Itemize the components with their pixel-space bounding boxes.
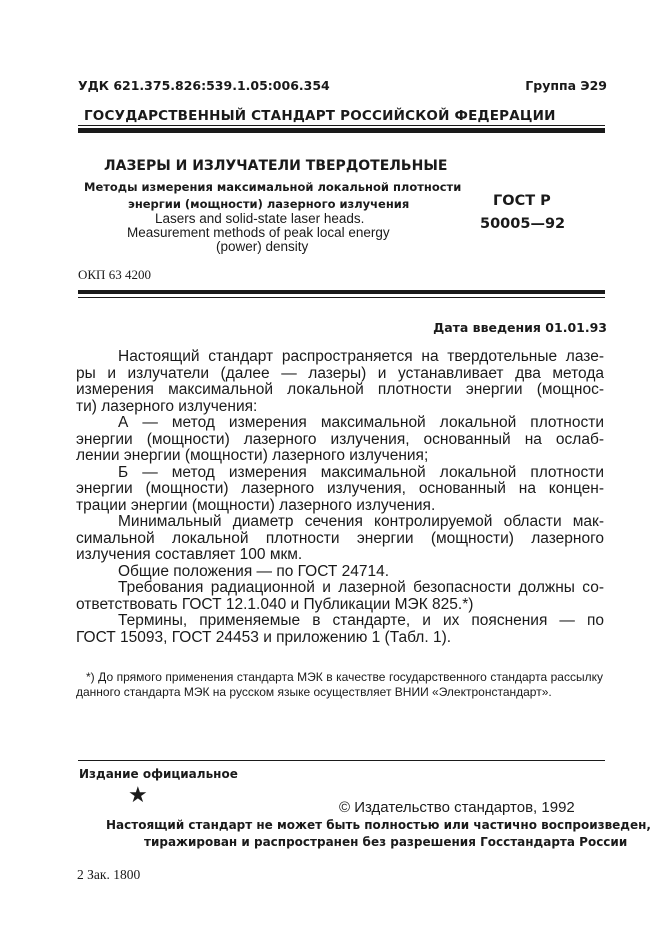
group-code: Группа Э29 <box>525 78 607 93</box>
title-en-line-2: Measurement methods of peak local energy <box>127 225 390 240</box>
body-line: Термины, применяемые в стандарте, и их пояснения — по <box>118 612 604 629</box>
body-line: лении энергии (мощности) лазерного излучения; <box>76 447 429 464</box>
okp-code: ОКП 63 4200 <box>78 267 151 282</box>
header-rule-thick <box>78 128 605 133</box>
body-line: ответствовать ГОСТ 12.1.040 и Публикации МЭК 825.*) <box>76 595 474 613</box>
publisher-copyright: © Издательство стандартов, 1992 <box>339 799 575 816</box>
title-rule-thick <box>78 290 605 294</box>
body-line: Б — метод измерения максимальной локальной плотности <box>118 463 604 481</box>
body-line: измерения максимальной локальной плотности энергии (мощнос- <box>76 381 604 398</box>
official-edition-label: Издание официальное <box>79 767 238 781</box>
body-line: Минимальный диаметр сечения контролируемой области мак- <box>118 513 604 530</box>
body-line: ГОСТ 15093, ГОСТ 24453 и приложению 1 (Табл. 1). <box>76 628 452 646</box>
gost-number: 50005—92 <box>480 216 566 232</box>
body-line: ти) лазерного излучения: <box>76 397 258 415</box>
star-icon: ★ <box>128 783 148 808</box>
body-line: Настоящий стандарт распространяется на твердотельные лазе- <box>118 348 604 365</box>
body-line: Требования радиационной и лазерной безопасности должны со- <box>118 579 604 596</box>
body-line: энергии (мощности) лазерного излучения, основанный на концен- <box>76 480 604 497</box>
body-text <box>76 349 604 646</box>
body-line: трации энергии (мощности) лазерного излучения. <box>76 496 436 514</box>
rights-notice-line-1: Настоящий стандарт не может быть полностью или частично воспроизведен, <box>106 818 651 832</box>
title-en-line-3: (power) density <box>216 239 309 254</box>
body-line: ры и излучатели (далее — лазеры) и устанавливает два метода <box>76 364 604 382</box>
header-rule-thin <box>78 125 605 126</box>
body-line: симальной локальной плотности энергии (мощности) лазерного <box>76 529 604 547</box>
gost-label: ГОСТ Р <box>493 193 551 209</box>
subtitle-ru-line-2: энергии (мощности) лазерного излучения <box>128 197 410 211</box>
body-line: излучения составляет 100 мкм. <box>76 546 303 563</box>
udk-code: УДК 621.375.826:539.1.05:006.354 <box>78 78 330 93</box>
title-ru: ЛАЗЕРЫ И ИЗЛУЧАТЕЛИ ТВЕРДОТЕЛЬНЫЕ <box>104 158 448 174</box>
body-line: А — метод измерения максимальной локальной плотности <box>118 414 604 431</box>
date-of-introduction: Дата введения 01.01.93 <box>433 320 607 335</box>
body-line: энергии (мощности) лазерного излучения, основанный на ослаб- <box>76 430 604 448</box>
subtitle-ru-line-1: Методы измерения максимальной локальной плотности <box>84 180 462 194</box>
rights-notice-line-2: тиражирован и распространен без разрешения Госстандарта России <box>144 835 628 849</box>
body-line: Общие положения — по ГОСТ 24714. <box>118 562 390 580</box>
footnote: *) До прямого применения стандарта МЭК в качестве государственного стандарта рассылку данного стандарта МЭК на русском языке осуществляет ВНИИ «Электронстандарт». <box>76 670 603 699</box>
order-number: 2 Зак. 1800 <box>77 867 141 882</box>
footer-rule <box>78 760 605 761</box>
title-en-line-1: Lasers and solid-state laser heads. <box>155 211 365 226</box>
state-standard-heading: ГОСУДАРСТВЕННЫЙ СТАНДАРТ РОССИЙСКОЙ ФЕДЕРАЦИИ <box>84 108 556 124</box>
title-rule-thin <box>78 297 605 298</box>
